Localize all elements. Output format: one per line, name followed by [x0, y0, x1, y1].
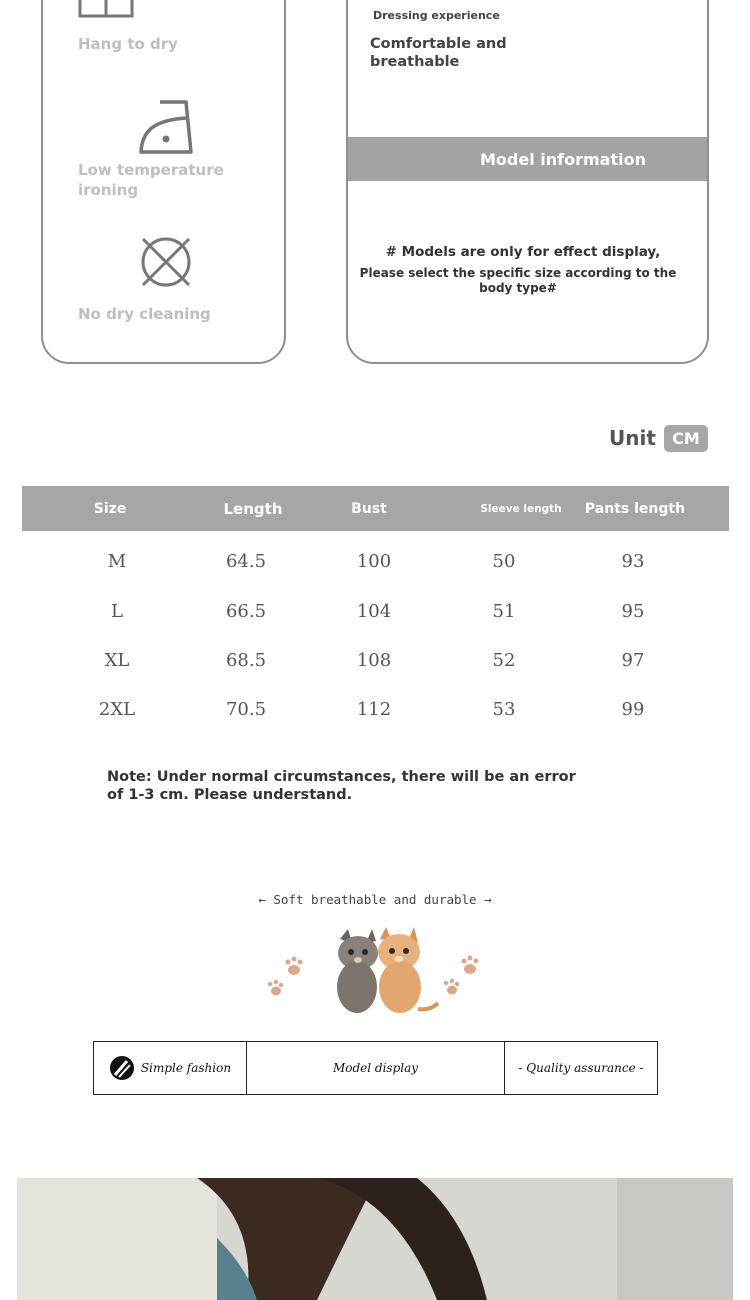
- model-photo-illustration: [17, 1178, 733, 1300]
- row-l-pants: 95: [621, 600, 645, 622]
- unit-label: Unit: [609, 426, 656, 450]
- header-length: Length: [223, 499, 283, 518]
- row-l-size: L: [111, 600, 123, 622]
- comfort-description: Comfortable and breathable: [370, 36, 507, 70]
- hang-dry-label: Hang to dry: [78, 35, 178, 53]
- row-2xl-sleeve: 53: [492, 698, 516, 720]
- row-xl-size: XL: [104, 649, 130, 671]
- row-2xl-bust: 112: [356, 698, 392, 720]
- row-xl-bust: 108: [356, 649, 392, 671]
- section-banner: [93, 1041, 658, 1095]
- cats-illustration: [262, 925, 488, 1017]
- header-pants-length: Pants length: [584, 500, 686, 517]
- row-2xl-pants: 99: [621, 698, 645, 720]
- row-l-sleeve: 51: [492, 600, 516, 622]
- model-note-line2: Please select the specific size according to the body type#: [359, 266, 677, 295]
- banner-brand-text: Simple fashion: [140, 1061, 232, 1075]
- row-xl-sleeve: 52: [492, 649, 516, 671]
- row-m-length: 64.5: [225, 550, 267, 572]
- iron-low-temp-icon: [138, 98, 196, 156]
- no-dry-clean-icon: [139, 235, 193, 289]
- no-dry-clean-label: No dry cleaning: [78, 305, 211, 323]
- hang-dry-icon: [78, 0, 138, 20]
- unit-badge: CM: [664, 425, 708, 452]
- banner-brand-cell: [94, 1042, 246, 1094]
- header-sleeve-length: Sleeve length: [480, 502, 562, 515]
- low-temp-iron-label: Low temperature ironing: [78, 161, 224, 199]
- header-size: Size: [93, 500, 127, 517]
- row-l-bust: 104: [356, 600, 392, 622]
- model-note-line1: # Models are only for effect display,: [385, 244, 661, 260]
- banner-model-display: Model display: [246, 1042, 504, 1094]
- size-table-header: [22, 486, 729, 531]
- row-m-size: M: [107, 550, 127, 572]
- tagline: ← Soft breathable and durable →: [258, 892, 492, 907]
- dressing-experience-label: Dressing experience: [373, 9, 500, 22]
- row-2xl-size: 2XL: [98, 698, 136, 720]
- row-2xl-length: 70.5: [225, 698, 267, 720]
- row-m-pants: 93: [621, 550, 645, 572]
- brand-logo-icon: [109, 1055, 135, 1081]
- model-information-header: Model information: [348, 137, 707, 181]
- row-m-sleeve: 50: [492, 550, 516, 572]
- model-photo: [17, 1178, 733, 1300]
- row-xl-length: 68.5: [225, 649, 267, 671]
- row-xl-pants: 97: [621, 649, 645, 671]
- row-l-length: 66.5: [225, 600, 267, 622]
- banner-quality-assurance: - Quality assurance -: [504, 1042, 657, 1094]
- measurement-note: Note: Under normal circumstances, there will be an error of 1-3 cm. Please understand.: [107, 769, 576, 803]
- header-bust: Bust: [351, 500, 387, 517]
- row-m-bust: 100: [356, 550, 392, 572]
